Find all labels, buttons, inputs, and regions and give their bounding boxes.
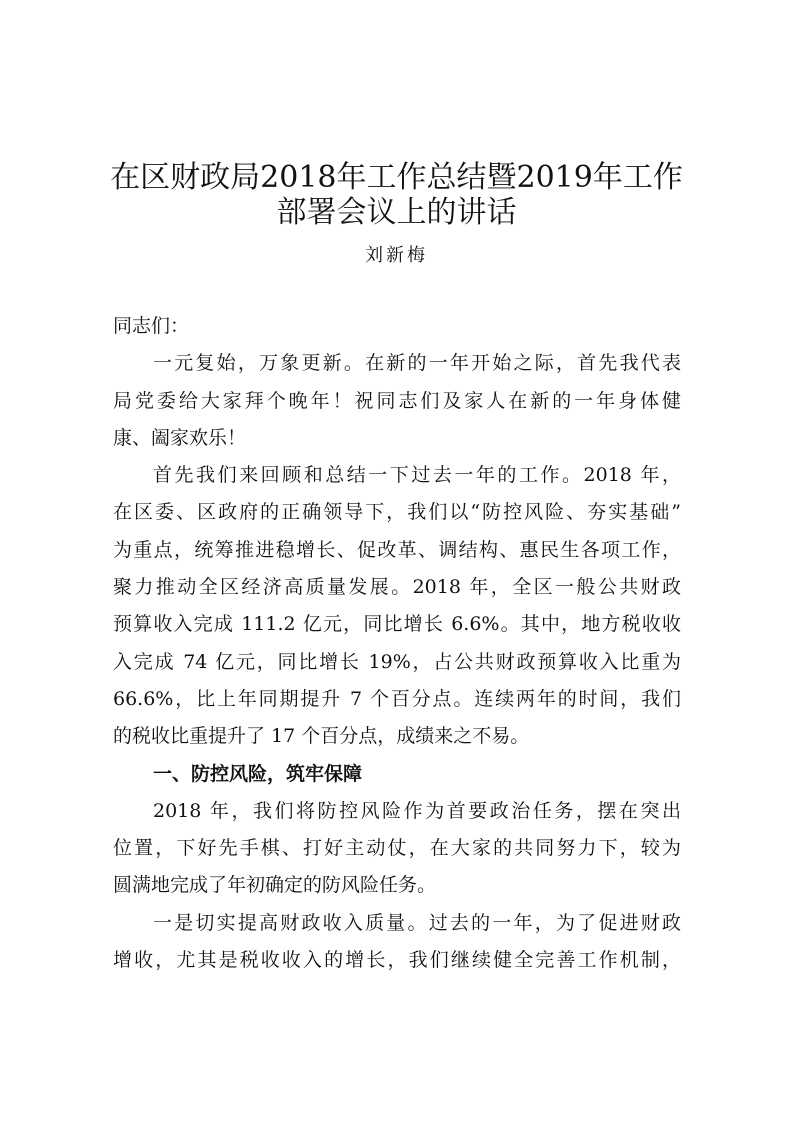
paragraph-line: 2018 年，我们将防控风险作为首要政治任务，摆在突出 xyxy=(153,799,681,822)
paragraph-line: 康、阖家欢乐！ xyxy=(113,426,247,449)
paragraph-line: 一是切实提高财政收入质量。过去的一年，为了促进财政 xyxy=(153,911,681,934)
paragraph-line: 一元复始，万象更新。在新的一年开始之际，首先我代表 xyxy=(153,352,681,375)
paragraph-line: 聚力推动全区经济高质量发展。2018 年，全区一般公共财政 xyxy=(113,576,681,599)
paragraph-line: 首先我们来回顾和总结一下过去一年的工作。2018 年， xyxy=(153,464,681,487)
paragraph-line: 的税收比重提升了 17 个百分点，成绩来之不易。 xyxy=(113,725,530,748)
document-title-line-1: 在区财政局2018年工作总结暨2019年工作 xyxy=(110,160,683,195)
document-body xyxy=(113,308,681,979)
document-title-line-2: 部署会议上的讲话 xyxy=(276,195,517,230)
section-heading: 一、防控风险，筑牢保障 xyxy=(153,762,363,785)
paragraph-line: 预算收入完成 111.2 亿元，同比增长 6.6%。其中，地方税收收 xyxy=(113,613,681,636)
author-name: 刘新梅 xyxy=(365,245,428,266)
paragraph-line: 在区委、区政府的正确领导下，我们以“防控风险、夯实基础” xyxy=(113,501,681,524)
paragraph-line: 入完成 74 亿元，同比增长 19%，占公共财政预算收入比重为 xyxy=(113,650,681,673)
paragraph-line: 增收，尤其是税收收入的增长，我们继续健全完善工作机制， xyxy=(113,949,681,972)
paragraph-line: 局党委给大家拜个晚年！祝同志们及家人在新的一年身体健 xyxy=(113,389,681,412)
paragraph-line: 66.6%，比上年同期提升 7 个百分点。连续两年的时间，我们 xyxy=(113,687,681,710)
greeting: 同志们： xyxy=(113,315,190,337)
paragraph-line: 为重点，统筹推进稳增长、促改革、调结构、惠民生各项工作， xyxy=(113,538,681,561)
paragraph-line: 位置，下好先手棋、打好主动仗，在大家的共同努力下，较为 xyxy=(113,837,681,860)
paragraph-line: 圆满地完成了年初确定的防风险任务。 xyxy=(113,874,437,897)
